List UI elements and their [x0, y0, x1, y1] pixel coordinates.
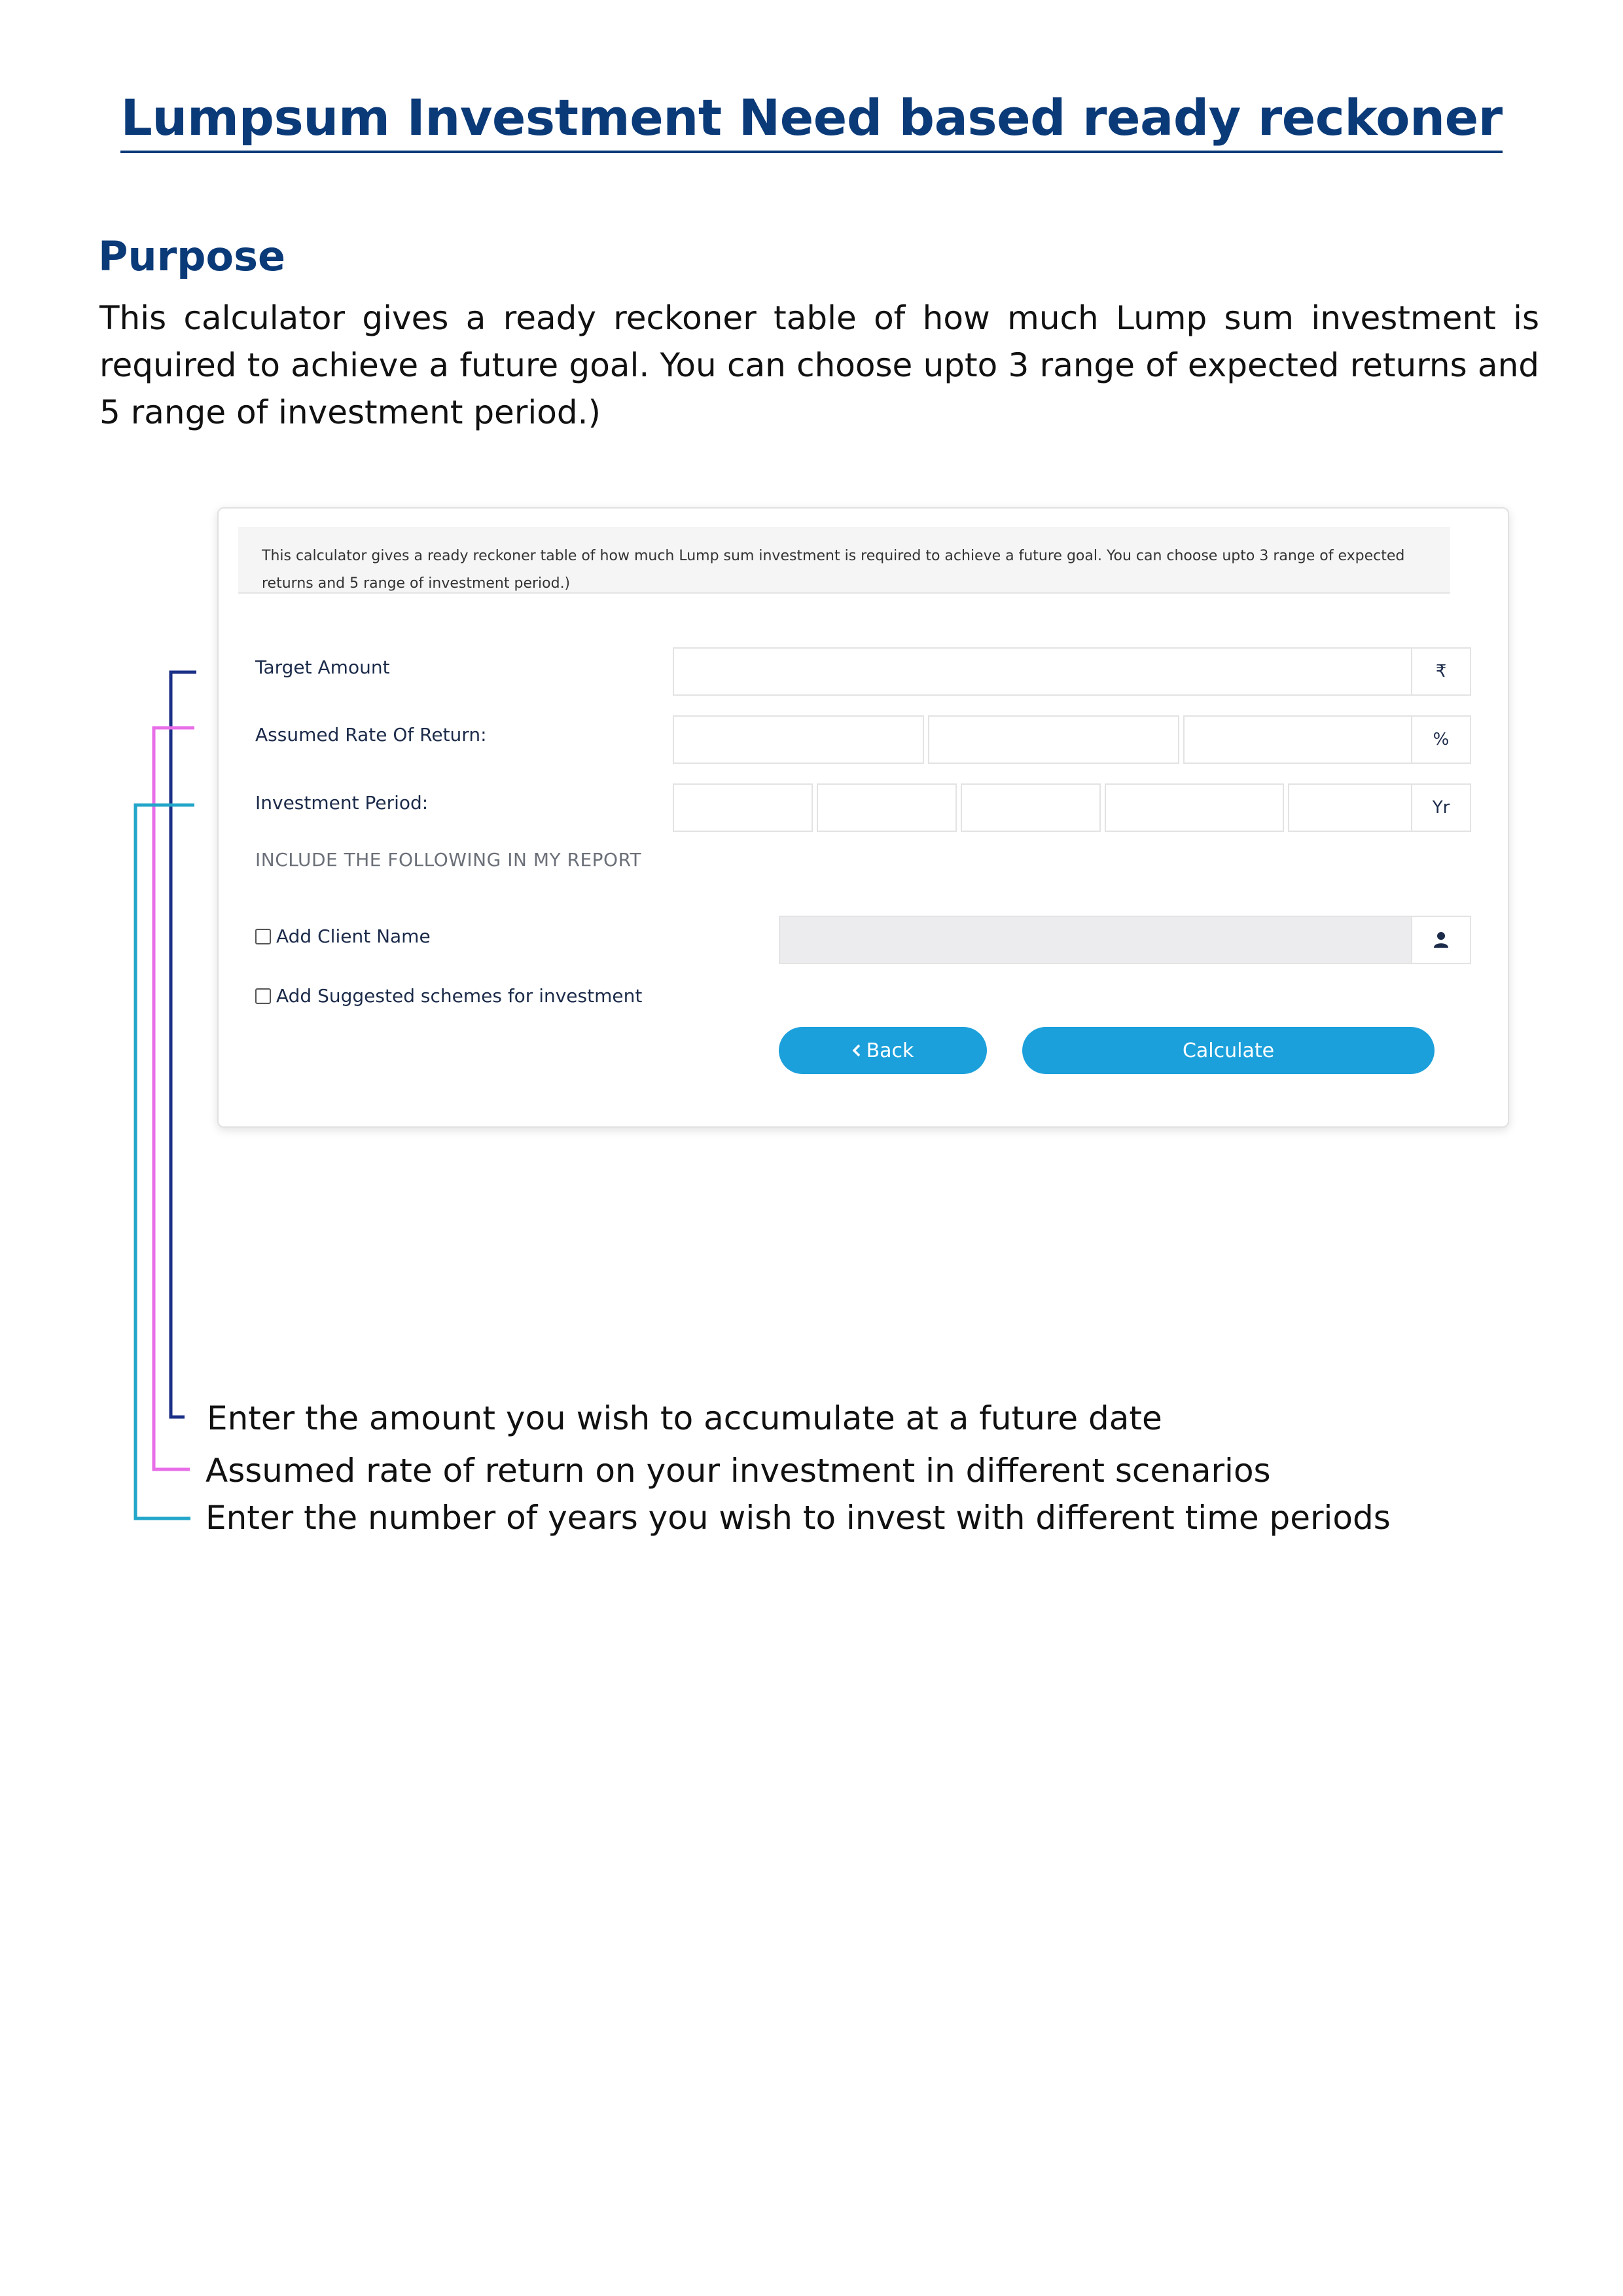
target-amount-label: Target Amount [255, 656, 390, 678]
add-client-name-label: Add Client Name [276, 925, 431, 947]
calculate-button[interactable]: Calculate [1022, 1027, 1435, 1074]
rupee-addon: ₹ [1411, 647, 1471, 696]
back-button[interactable] [779, 1027, 987, 1074]
annotation-rate-of-return: Assumed rate of return on your investment in different scenarios [205, 1452, 1271, 1490]
purpose-heading: Purpose [98, 232, 286, 280]
investment-period-input-5[interactable] [1288, 783, 1412, 832]
rate-of-return-input-3[interactable] [1183, 715, 1412, 764]
chevron-left-icon [852, 1044, 861, 1057]
investment-period-input-4[interactable] [1105, 783, 1284, 832]
user-icon [1433, 931, 1449, 948]
add-client-name-row [255, 925, 431, 947]
annotation-brackets [118, 655, 209, 1571]
investment-period-input-1[interactable] [673, 783, 813, 832]
investment-period-input-3[interactable] [961, 783, 1101, 832]
annotation-target-amount: Enter the amount you wish to accumulate at a future date [207, 1399, 1162, 1437]
year-addon: Yr [1411, 783, 1471, 832]
target-amount-input[interactable] [673, 647, 1412, 696]
card-intro: This calculator gives a ready reckoner table of how much Lump sum investment is required to achieve a future goal. You can choose upto 3 range of expected returns and 5 range of investment period.) [238, 527, 1450, 594]
investment-period-input-2[interactable] [817, 783, 957, 832]
rate-of-return-input-2[interactable] [928, 715, 1179, 764]
page-title-wrap [0, 88, 1623, 153]
bracket-target-amount [171, 672, 196, 1417]
purpose-text: This calculator gives a ready reckoner table of how much Lump sum investment is required to achieve a future goal. You can choose upto 3 range of expected returns and 5 range of investment period.) [99, 299, 1539, 431]
add-schemes-checkbox[interactable] [255, 988, 271, 1004]
calculator-card [217, 507, 1509, 1128]
add-schemes-label: Add Suggested schemes for investment [276, 985, 643, 1007]
page-title: Lumpsum Investment Need based ready reckoner [120, 88, 1502, 153]
report-caption: INCLUDE THE FOLLOWING IN MY REPORT [255, 849, 642, 870]
rate-of-return-input-1[interactable] [673, 715, 924, 764]
investment-period-label: Investment Period: [255, 792, 429, 814]
rate-of-return-label: Assumed Rate Of Return: [255, 724, 487, 745]
add-schemes-row [255, 985, 642, 1007]
add-client-name-checkbox[interactable] [255, 929, 271, 944]
bracket-rate-of-return [154, 728, 194, 1469]
client-addon[interactable] [1411, 916, 1471, 964]
back-button-label: Back [866, 1039, 914, 1062]
bracket-investment-period [135, 805, 194, 1518]
client-name-input[interactable] [779, 916, 1412, 964]
percent-addon: % [1411, 715, 1471, 764]
annotation-investment-period: Enter the number of years you wish to invest with different time periods [205, 1499, 1391, 1537]
